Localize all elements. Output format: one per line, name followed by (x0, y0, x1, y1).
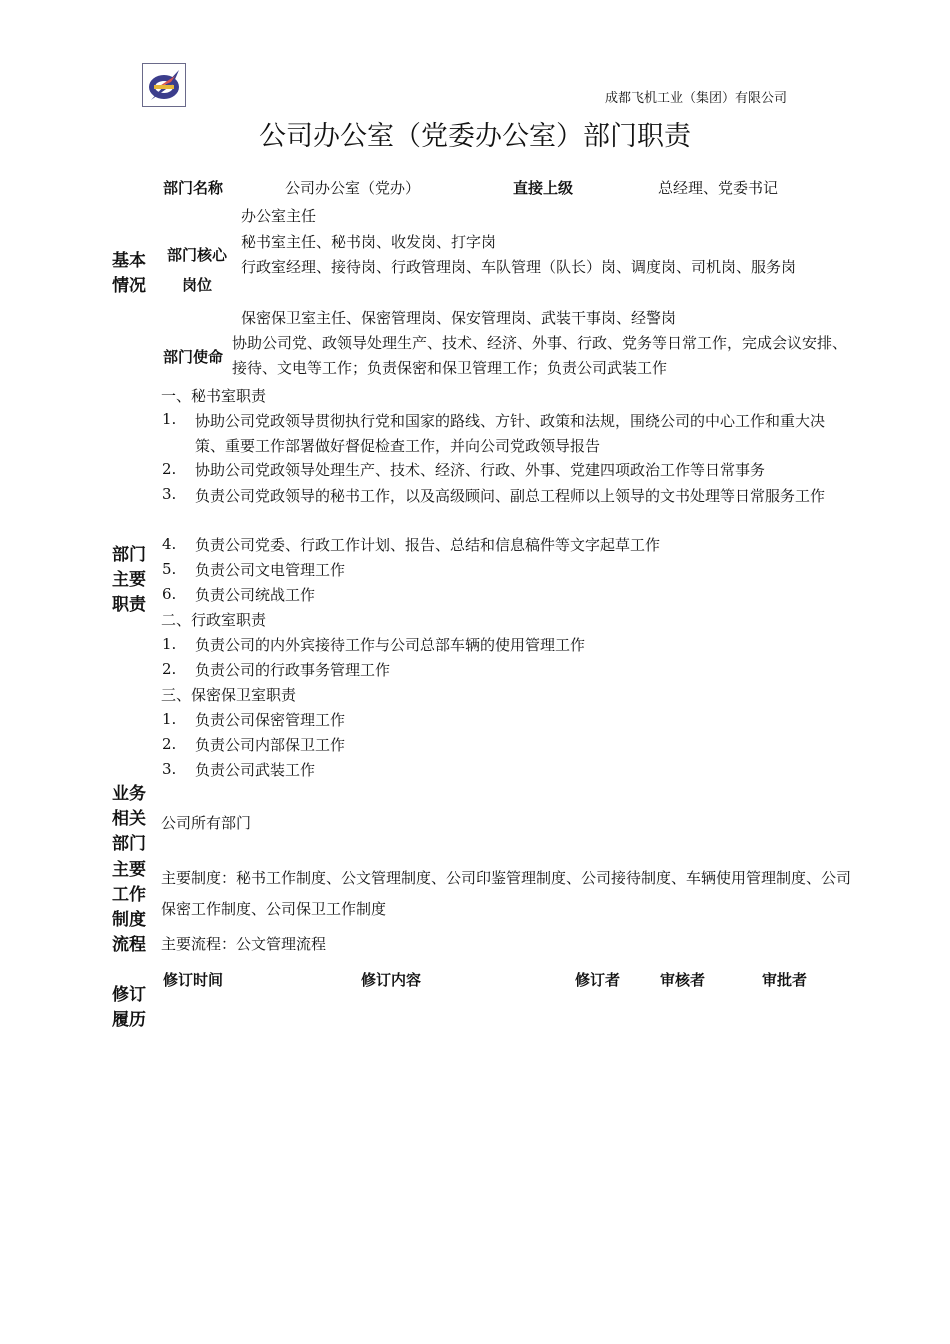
duty-item: 负责公司内部保卫工作 (195, 736, 346, 754)
revision-header-time: 修订时间 (163, 971, 224, 989)
revision-history-label: 修订 履历 (112, 985, 146, 1030)
superior-label: 直接上级 (513, 179, 574, 197)
page-title: 公司办公室（党委办公室）部门职责 (259, 121, 691, 152)
item-number: 1. (162, 635, 177, 653)
section-heading: 二、行政室职责 (161, 611, 267, 629)
duty-item: 负责公司统战工作 (195, 586, 316, 604)
item-number: 2. (162, 735, 177, 753)
section-heading: 三、保密保卫室职责 (161, 686, 297, 704)
chengdu-aircraft-logo-icon (143, 64, 185, 106)
mission-label: 部门使命 (163, 348, 224, 366)
item-number: 4. (162, 535, 177, 553)
duty-item: 负责公司党政领导的秘书工作，以及高级顾问、副总工程师以上领导的文书处理等日常服务工作 (195, 487, 826, 505)
duty-item: 负责公司保密管理工作 (195, 711, 346, 729)
revision-header-approver: 审批者 (762, 971, 808, 989)
duty-item: 协助公司党政领导贯彻执行党和国家的路线、方针、政策和法规，围绕公司的中心工作和重大决策、重要工作部署做好督促检查工作，并向公司党政领导报告 (195, 412, 826, 455)
dept-name-value: 公司办公室（党办） (285, 179, 421, 197)
revision-header-content: 修订内容 (361, 971, 422, 989)
company-name: 成都飞机工业（集团）有限公司 (605, 91, 788, 106)
duty-item: 负责公司的行政事务管理工作 (195, 661, 391, 679)
item-number: 2. (162, 460, 177, 478)
item-number: 1. (162, 410, 177, 428)
systems-text: 主要制度：秘书工作制度、公文管理制度、公司印鉴管理制度、公司接待制度、车辆使用管理制度、公司保密工作制度、公司保卫工作制度 (161, 869, 852, 918)
item-number: 3. (162, 760, 177, 778)
related-depts-label: 业务 相关 部门 (112, 784, 146, 854)
core-posts-label: 部门核心 岗位 (166, 246, 227, 294)
process-text: 主要流程：公文管理流程 (161, 935, 327, 953)
duty-item: 协助公司党政领导处理生产、技术、经济、行政、外事、党建四项政治工作等日常事务 (195, 461, 766, 479)
related-depts-value: 公司所有部门 (161, 814, 252, 832)
duty-item: 负责公司武装工作 (195, 761, 316, 779)
item-number: 5. (162, 560, 177, 578)
duty-item: 负责公司文电管理工作 (195, 561, 346, 579)
section-heading: 一、秘书室职责 (161, 387, 267, 405)
duty-item: 负责公司党委、行政工作计划、报告、总结和信息稿件等文字起草工作 (195, 536, 661, 554)
duties-label: 部门 主要 职责 (112, 545, 146, 615)
item-number: 6. (162, 585, 177, 603)
item-number: 2. (162, 660, 177, 678)
duty-item: 负责公司的内外宾接待工作与公司总部车辆的使用管理工作 (195, 636, 586, 654)
systems-processes-label: 主要 工作 制度 流程 (112, 860, 146, 955)
revision-header-reviewer: 审核者 (660, 971, 706, 989)
core-post-line: 秘书室主任、秘书岗、收发岗、打字岗 (241, 233, 497, 251)
core-post-line: 行政室经理、接待岗、行政管理岗、车队管理（队长）岗、调度岗、司机岗、服务岗 (241, 258, 797, 276)
superior-value: 总经理、党委书记 (658, 179, 779, 197)
core-post-line: 办公室主任 (241, 207, 317, 225)
basic-info-label: 基本 情况 (112, 251, 146, 296)
company-logo (142, 63, 186, 107)
item-number: 3. (162, 485, 177, 503)
core-post-line: 保密保卫室主任、保密管理岗、保安管理岗、武装干事岗、经警岗 (241, 309, 677, 327)
revision-header-reviser: 修订者 (575, 971, 621, 989)
item-number: 1. (162, 710, 177, 728)
mission-text: 协助公司党、政领导处理生产、技术、经济、外事、行政、党务等日常工作，完成会议安排、接待、文电等工作；负责保密和保卫管理工作；负责公司武装工作 (232, 334, 848, 377)
dept-name-label: 部门名称 (163, 179, 224, 197)
